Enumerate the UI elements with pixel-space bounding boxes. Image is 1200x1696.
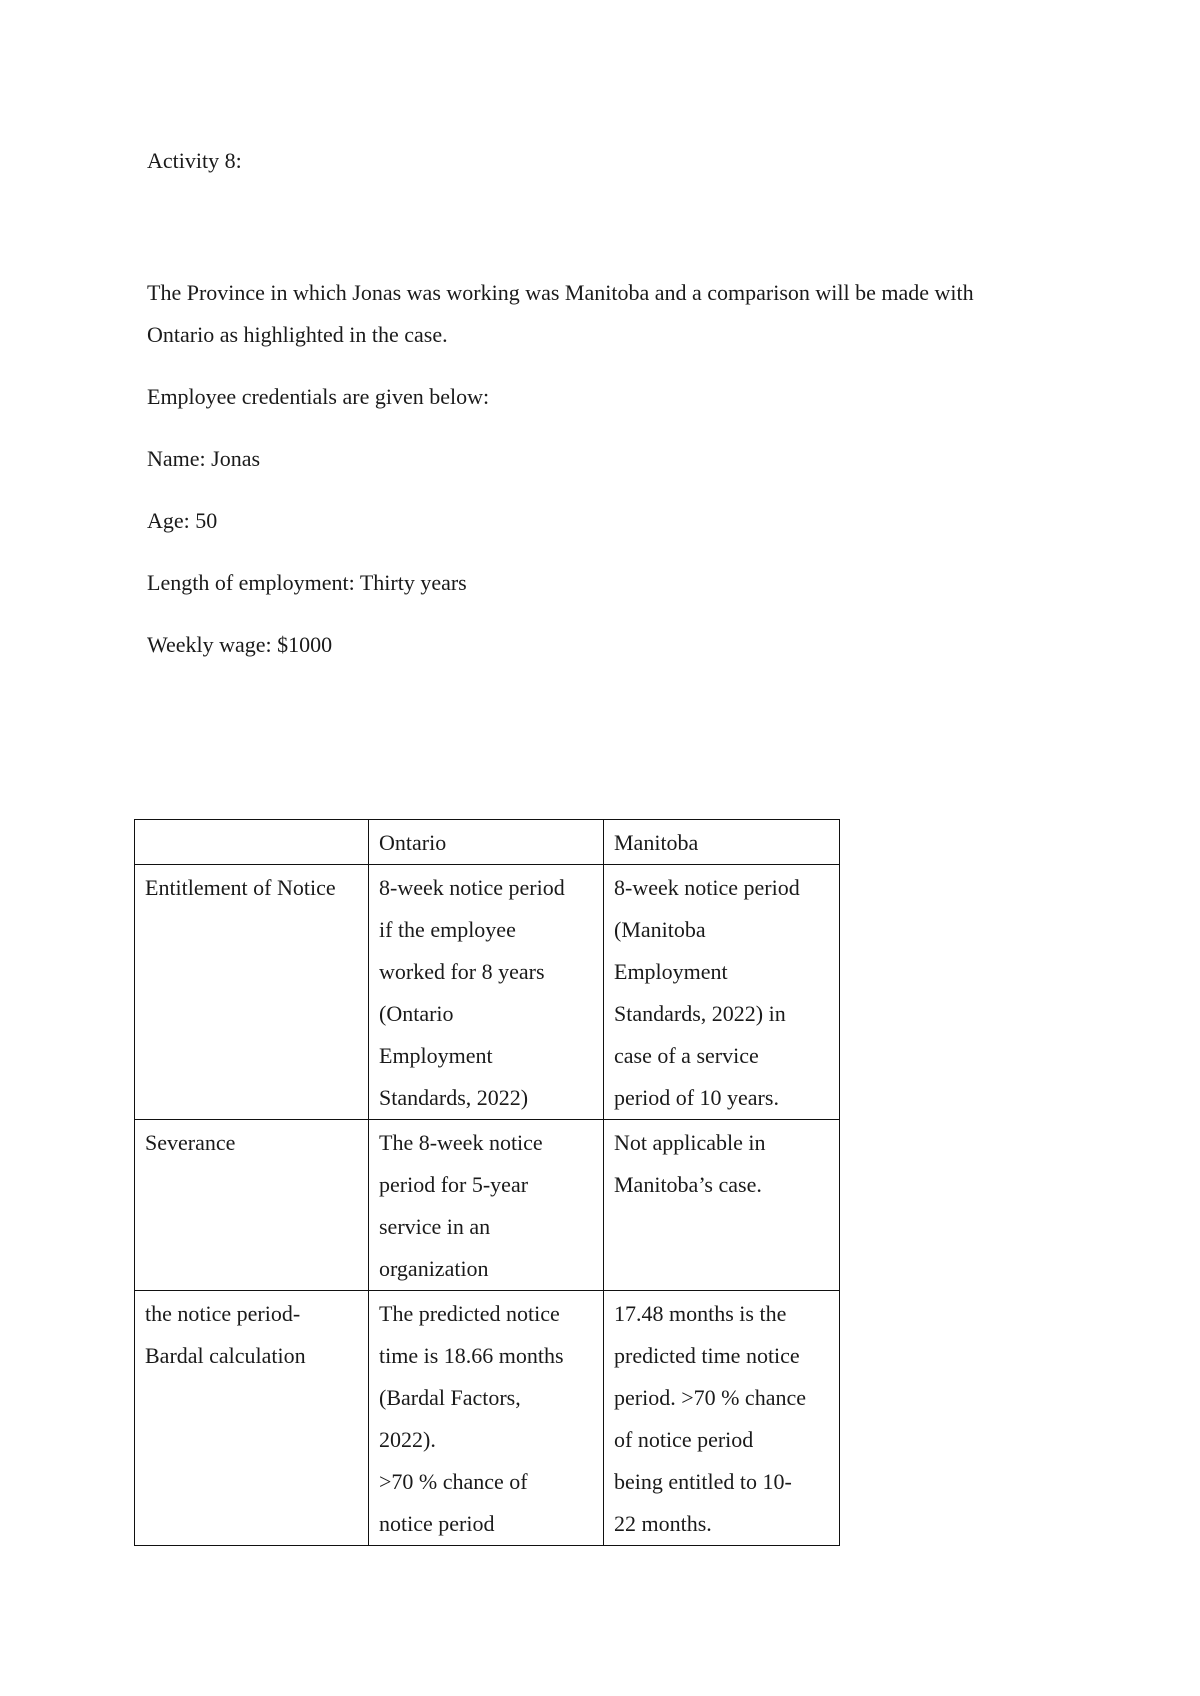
cell-text-line: 17.48 months is the xyxy=(614,1301,787,1326)
cell-text-line: period for 5-year xyxy=(379,1172,529,1197)
cell-text-line: the notice period- xyxy=(145,1301,301,1326)
cell-text-line: time is 18.66 months xyxy=(379,1343,564,1368)
credential-length: Length of employment: Thirty years xyxy=(147,570,467,595)
cell-text-line: service in an xyxy=(379,1214,491,1239)
manitoba-cell xyxy=(604,1291,840,1546)
table-row xyxy=(135,865,840,1120)
cell-text-line: 2022). xyxy=(379,1427,436,1452)
credential-name: Name: Jonas xyxy=(147,446,261,471)
cell-text-line: 8-week notice period xyxy=(614,875,800,900)
intro-line-2: Ontario as highlighted in the case. xyxy=(147,322,448,347)
credential-age: Age: 50 xyxy=(147,508,218,533)
cell-text-line: Entitlement of Notice xyxy=(145,875,336,900)
ontario-cell xyxy=(369,865,604,1120)
cell-text-line: 22 months. xyxy=(614,1511,712,1536)
row-label-cell xyxy=(135,1120,369,1291)
cell-text-line: (Manitoba xyxy=(614,917,706,942)
cell-text-line: (Ontario xyxy=(379,1001,454,1026)
cell-text-line: The predicted notice xyxy=(379,1301,560,1326)
cell-text-line: Severance xyxy=(145,1130,236,1155)
ontario-cell xyxy=(369,1120,604,1291)
cell-text-line: Standards, 2022) xyxy=(379,1085,529,1110)
table-row xyxy=(135,1120,840,1291)
cell-text-line: Standards, 2022) in xyxy=(614,1001,786,1026)
manitoba-cell xyxy=(604,865,840,1120)
cell-text-line: Manitoba’s case. xyxy=(614,1172,762,1197)
cell-text-line: period. >70 % chance xyxy=(614,1385,806,1410)
ontario-cell xyxy=(369,1291,604,1546)
cell-text-line: Employment xyxy=(614,959,728,984)
cell-text-line: case of a service xyxy=(614,1043,759,1068)
cell-text-line: (Bardal Factors, xyxy=(379,1385,521,1410)
cell-text-line: if the employee xyxy=(379,917,516,942)
cell-text-line: period of 10 years. xyxy=(614,1085,779,1110)
credential-wage: Weekly wage: $1000 xyxy=(147,632,333,657)
cell-text-line: Not applicable in xyxy=(614,1130,766,1155)
comparison-table xyxy=(134,819,840,1546)
manitoba-cell xyxy=(604,1120,840,1291)
cell-text-line: >70 % chance of xyxy=(379,1469,528,1494)
cell-text-line: Employment xyxy=(379,1043,493,1068)
cell-text-line: organization xyxy=(379,1256,489,1281)
cell-text-line: worked for 8 years xyxy=(379,959,545,984)
credentials-intro: Employee credentials are given below: xyxy=(147,384,490,409)
header-cell-ontario: Ontario xyxy=(369,820,604,865)
cell-text-line: The 8-week notice xyxy=(379,1130,543,1155)
header-cell-empty xyxy=(135,820,369,865)
table-header-row xyxy=(135,820,840,865)
cell-text-line: 8-week notice period xyxy=(379,875,565,900)
intro-line-1: The Province in which Jonas was working was Manitoba and a comparison will be made with xyxy=(147,280,974,305)
cell-text-line: being entitled to 10- xyxy=(614,1469,792,1494)
cell-text-line: Bardal calculation xyxy=(145,1343,306,1368)
cell-text-line: of notice period xyxy=(614,1427,754,1452)
row-label-cell xyxy=(135,865,369,1120)
row-label-cell xyxy=(135,1291,369,1546)
cell-text-line: notice period xyxy=(379,1511,495,1536)
cell-text-line: predicted time notice xyxy=(614,1343,800,1368)
table-row xyxy=(135,1291,840,1546)
activity-heading: Activity 8: xyxy=(147,148,242,173)
header-cell-manitoba: Manitoba xyxy=(604,820,840,865)
